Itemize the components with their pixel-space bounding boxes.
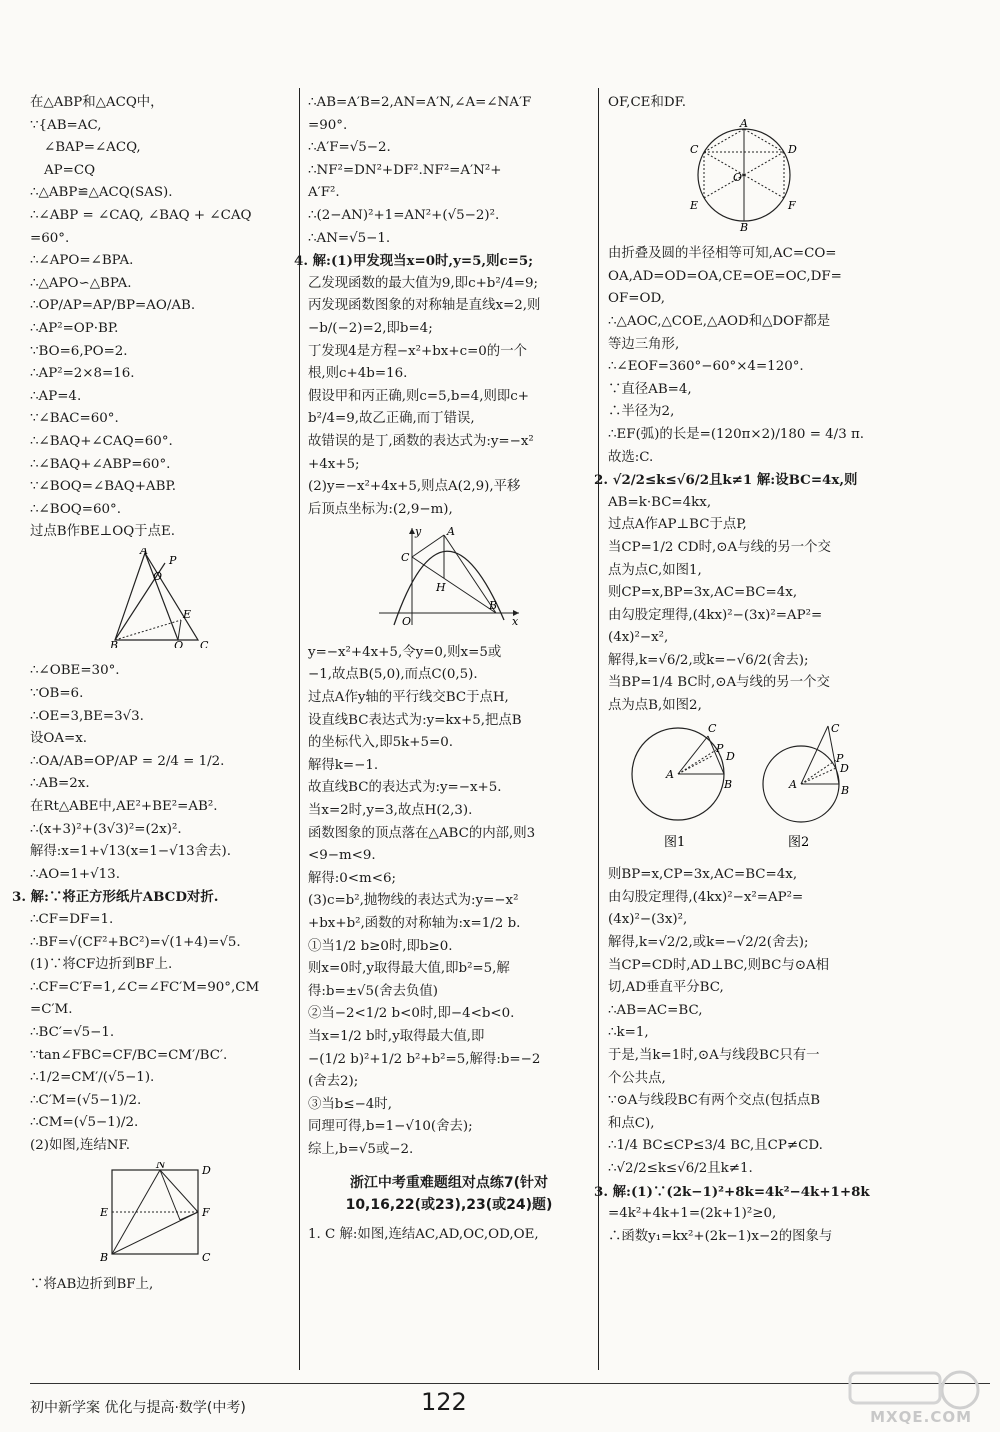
text-line: (舍去2); [308, 1074, 359, 1090]
text-line: ∴1/4 BC≤CP≤3/4 BC,且CP≠CD. [608, 1138, 823, 1154]
text-line: 过点B作BE⊥OQ于点E. [30, 524, 175, 540]
problem-3-start: 3. 解:∵将正方形纸片ABCD对折. [12, 889, 219, 906]
text-line: AB=k·BC=4kx, [608, 494, 712, 510]
text-line: 设OA=x. [30, 731, 88, 747]
text-line: ∴(x+3)²+(3√3)²=(2x)². [30, 821, 182, 837]
text-line: ∴OE=3,BE=3√3. [30, 708, 144, 724]
text-line: ∴AP²=OP·BP. [30, 320, 119, 336]
text-line: 由勾股定理得,(4kx)²−x²=AP²= [608, 889, 804, 905]
text-line: ∴k=1, [608, 1025, 649, 1041]
column-1 [12, 92, 290, 1297]
text-line: ∴AO=1+√13. [30, 866, 120, 882]
section-heading: 浙江中考重难题组对点练7(针对10,16,22(或23),23(或24)题) [345, 1174, 553, 1213]
text-line: ∴∠APO=∠BPA. [30, 253, 134, 269]
text-line: 解得,k=√2/2,或k=−√2/2(舍去); [608, 935, 809, 951]
text-line: ∠BAP=∠ACQ, [44, 140, 141, 156]
text-line: ∵将AB边折到BF上, [30, 1277, 154, 1293]
text-line: +4x+5; [308, 456, 360, 472]
fig-label: O [402, 615, 412, 629]
text-line: ∵{AB=AC, [30, 117, 102, 133]
figure-caption-1: 图1 [664, 834, 686, 850]
text-line: ∴∠EOF=360°−60°×4=120°. [608, 359, 804, 375]
text-line: (4x)²−(3x)², [608, 912, 688, 928]
text-line: ∴∠ABP = ∠CAQ, ∠BAQ + ∠CAQ [30, 207, 252, 223]
text-line: ∴△APO∽△BPA. [30, 275, 132, 291]
text-line: ∵OB=6. [30, 686, 84, 702]
text-line: y=−x²+4x+5,令y=0,则x=5或 [308, 644, 502, 660]
circle-figure [608, 119, 988, 240]
fig-label: x [512, 615, 519, 629]
text-line: 切,AD垂直平分BC, [608, 980, 724, 996]
text-line: (3)c=b²,抛物线的表达式为:y=−x² [308, 893, 519, 909]
text-line: ∴AB=AC=BC, [608, 1002, 703, 1018]
col1b-text [12, 660, 290, 1157]
text-line: ∴∠BAQ+∠CAQ=60°. [30, 433, 173, 449]
text-line: −(1/2 b)²+1/2 b²+b²=5,解得:b=−2 [308, 1051, 541, 1067]
text-line: ∴AN=√5−1. [308, 230, 391, 246]
fig-label: D [840, 761, 849, 775]
problem-3-start: 3. 解:(1)∵(2k−1)²+8k=4k²−4k+1+8k [594, 1183, 870, 1200]
fig-label: Q [174, 638, 184, 648]
text-line: 解得k=−1. [308, 757, 379, 773]
text-line: 则BP=x,CP=3x,AC=BC=4x, [608, 867, 798, 883]
text-line: OF=OD, [608, 291, 665, 307]
fig-label: B [489, 599, 498, 613]
square-figure [30, 1162, 290, 1271]
text-line: −1,故点B(5,0),而点C(0,5). [308, 667, 478, 683]
problem-2-start: 2. √2/2≤k≤√6/2且k≠1 解:设BC=4x,则 [594, 472, 858, 489]
text-line: ∵直径AB=4, [608, 381, 692, 397]
text-line: 设直线BC表达式为:y=kx+5,把点B [308, 712, 522, 728]
text-line: 当x=1/2 b时,y取得最大值,即 [308, 1028, 485, 1044]
text-line: 则CP=x,BP=3x,AC=BC=4x, [608, 585, 798, 601]
text-line: ∴BC′=√5−1. [30, 1024, 115, 1040]
text-line: AP=CQ [44, 162, 96, 178]
watermark-text: MXQE.COM [870, 1408, 972, 1426]
text-line: ∴半径为2, [608, 404, 675, 420]
text-line: ∴OA/AB=OP/AP = 2/4 = 1/2. [30, 753, 225, 769]
text-line: =60°. [30, 230, 70, 246]
fig-label: A [740, 118, 748, 130]
text-line: 1. C 解:如图,连结AC,AD,OC,OD,OE, [308, 1226, 539, 1242]
text-line: ∴△ABP≌△ACQ(SAS). [30, 185, 173, 201]
fig-label: B [740, 220, 749, 231]
text-line: ∴√2/2≤k≤√6/2且k≠1. [608, 1160, 753, 1176]
text-line: 的坐标代入,即5k+5=0. [308, 735, 453, 751]
text-line: 等边三角形, [608, 336, 680, 352]
fig-label: F [202, 1205, 210, 1219]
text-line: (2)如图,连结NF. [30, 1137, 130, 1153]
fig-label: D [788, 142, 797, 156]
fig-label: C [690, 142, 699, 156]
fig-label: O [733, 170, 743, 184]
book-title: 初中新学案 优化与提高·数学(中考) [30, 1400, 246, 1416]
text-line: 假设甲和丙正确,则c=5,b=4,则即c+ [308, 388, 529, 404]
fig-label: A [789, 777, 797, 791]
text-line: 丙发现函数图象的对称轴是直线x=2,则 [308, 298, 541, 314]
text-line: (1)∵将CF边折到BF上. [30, 957, 173, 973]
figure-caption-2: 图2 [788, 834, 810, 850]
text-line: 个公共点, [608, 1070, 666, 1086]
fig-label: C [401, 551, 410, 565]
col1-text [30, 92, 290, 544]
text-line: 乙发现函数的最大值为9,即c+b²/4=9; [308, 275, 539, 291]
text-line: 丁发现4是方程−x²+bx+c=0的一个 [308, 343, 527, 359]
text-line: +bx+b²,函数的对称轴为:x=1/2 b. [308, 916, 521, 931]
text-line: 和点C), [608, 1115, 655, 1131]
fig-label: A [666, 767, 674, 781]
fig-label: F [788, 198, 796, 212]
column-divider-1 [299, 88, 300, 1370]
text-line: 故选:C. [608, 449, 654, 465]
text-line: A′F². [308, 185, 340, 201]
text-line: ∴△AOC,△COE,△AOD和△DOF都是 [608, 313, 831, 329]
fig-label: E [183, 607, 192, 621]
column-3 [594, 92, 988, 1248]
text-line: 于是,当k=1时,⊙A与线段BC只有一 [608, 1048, 820, 1063]
text-line: ∵∠BAC=60°. [30, 411, 119, 427]
column-2 [294, 92, 590, 1246]
fig-label: E [690, 198, 699, 212]
fig-label: O [153, 569, 163, 583]
text-line: (4x)²−x², [608, 630, 669, 646]
text-line: =90°. [308, 117, 348, 133]
text-line: ∵⊙A与线段BC有两个交点(包括点B [608, 1093, 821, 1109]
text-line: ③当b≤−4时, [308, 1096, 392, 1112]
fig-label: C [708, 721, 717, 735]
fig-label: y [415, 525, 422, 539]
text-line: ∴AP=4. [30, 388, 82, 404]
text-line: −b/(−2)=2,即b=4; [308, 320, 433, 336]
fig-label: H [436, 581, 446, 595]
text-line: ∵∠BOQ=∠BAQ+ABP. [30, 479, 176, 495]
text-line: ∵BO=6,PO=2. [30, 343, 128, 359]
text-line: ∴CM=(√5−1)/2. [30, 1115, 139, 1131]
text-line: ∴1/2=CM′/(√5−1). [30, 1070, 155, 1086]
text-line: 解得:0<m<6; [308, 870, 396, 886]
text-line: ∵tan∠FBC=CF/BC=CM′/BC′. [30, 1047, 228, 1063]
fig-label: D [726, 749, 735, 763]
fig-label: C [831, 721, 840, 735]
text-line: ∴EF(弧)的长是=(120π×2)/180 = 4/3 π. [608, 426, 865, 442]
text-line: 则x=0时,y取得最大值,即b²=5,解 [308, 961, 510, 977]
text-line: ∴BF=√(CF²+BC²)=√(1+4)=√5. [30, 934, 241, 950]
text-line: 在△ABP和△ACQ中， [30, 95, 164, 110]
text-line: ∴∠BAQ+∠ABP=60°. [30, 456, 171, 472]
fig-label: A [447, 525, 455, 539]
text-line: 过点A作AP⊥BC于点P, [608, 517, 747, 533]
text-line: ∴AB=2x. [30, 776, 90, 792]
text-line: ∴CF=DF=1. [30, 912, 114, 927]
text-line: 同理可得,b=1−√10(舍去); [308, 1119, 473, 1135]
fig-label: D [202, 1163, 211, 1177]
text-line: ∴∠OBE=30°. [30, 663, 120, 679]
figure-1-and-2 [608, 722, 988, 861]
text-line: ②当−2<1/2 b<0时,即−4<b<0. [308, 1006, 515, 1022]
text-line: =C′M. [30, 1002, 73, 1018]
fig-label: P [836, 751, 844, 765]
fig-label: A [140, 547, 148, 557]
fig-label: C [202, 1250, 211, 1262]
text-line: 当x=2时,y=3,故点H(2,3). [308, 803, 473, 819]
text-line: ∴∠BOQ=60°. [30, 501, 121, 517]
text-line: ∴CF=C′F=1,∠C=∠FC′M=90°,CM [30, 979, 260, 995]
text-line: 故直线BC的表达式为:y=−x+5. [308, 780, 502, 796]
text-line: 综上,b=√5或−2. [308, 1141, 414, 1157]
text-line: 解得:x=1+√13(x=1−√13舍去). [30, 844, 231, 860]
text-line: 当CP=CD时,AD⊥BC,则BC与⊙A相 [608, 957, 830, 973]
text-line: ∴函数y₁=kx²+(2k−1)x−2的图象与 [608, 1228, 833, 1244]
text-line: ∴AP²=2×8=16. [30, 366, 135, 382]
fig-label: N [156, 1161, 166, 1171]
text-line: =4k²+4k+1=(2k+1)²≥0, [608, 1206, 777, 1222]
text-line: ①当1/2 b≥0时,即b≥0. [308, 938, 453, 954]
text-line: 函数图象的顶点落在△ABC的内部,则3 [308, 825, 536, 841]
fig-label: P [169, 553, 177, 567]
fig-label: B [724, 777, 733, 791]
text-line: 过点A作y轴的平行线交BC于点H, [308, 690, 509, 706]
text-line: ∴(2−AN)²+1=AN²+(√5−2)². [308, 207, 500, 223]
column-divider-2 [598, 88, 599, 1370]
text-line: OA,AD=OD=OA,CE=OE=OC,DF= [608, 268, 842, 284]
text-line: ∴AB=A′B=2,AN=A′N,∠A=∠NA′F [308, 95, 532, 110]
text-line: (2)y=−x²+4x+5,则点A(2,9),平移 [308, 479, 521, 495]
text-line: 当CP=1/2 CD时,⊙A与线的另一个交 [608, 539, 831, 555]
triangle-figure [30, 548, 290, 657]
text-line: 得:b=±√5(舍去负值) [308, 983, 438, 999]
text-line: 当BP=1/4 BC时,⊙A与线的另一个交 [608, 675, 830, 691]
fig-label: E [100, 1205, 109, 1219]
text-line: OF,CE和DF. [608, 95, 687, 110]
text-line: <9−m<9. [308, 848, 376, 864]
text-line: 点为点C,如图1, [608, 562, 702, 578]
text-line: 根,则c+4b=16. [308, 366, 408, 382]
text-line: 点为点B,如图2, [608, 698, 702, 714]
fig-label: C [200, 638, 209, 648]
fig-label: B [841, 783, 850, 797]
text-line: 后顶点坐标为:(2,9−m), [308, 501, 453, 517]
text-line: ∴A′F=√5−2. [308, 140, 391, 156]
parabola-figure [308, 525, 590, 638]
text-line: ∴C′M=(√5−1)/2. [30, 1092, 142, 1108]
text-line: 由勾股定理得,(4kx)²−(3x)²=AP²= [608, 607, 823, 623]
text-line: 由折叠及圆的半径相等可知,AC=CO= [608, 246, 837, 262]
text-line: 解得,k=√6/2,或k=−√6/2(舍去); [608, 652, 809, 668]
fig-label: B [100, 1250, 109, 1262]
text-line: 在Rt△ABE中,AE²+BE²=AB². [30, 799, 218, 815]
page-number: 122 [421, 1388, 467, 1416]
problem-4-start: 4. 解:(1)甲发现当x=0时,y=5,则c=5; [294, 253, 534, 270]
text-line: b²/4=9,故乙正确,而丁错误, [308, 411, 475, 427]
fig-label: P [716, 741, 724, 755]
text-line: ∴OP/AP=AP/BP=AO/AB. [30, 298, 196, 314]
fig-label: B [110, 638, 119, 648]
text-line: ∴NF²=DN²+DF².NF²=A′N²+ [308, 162, 502, 178]
text-line: 故错误的是丁,函数的表达式为:y=−x² [308, 433, 534, 449]
